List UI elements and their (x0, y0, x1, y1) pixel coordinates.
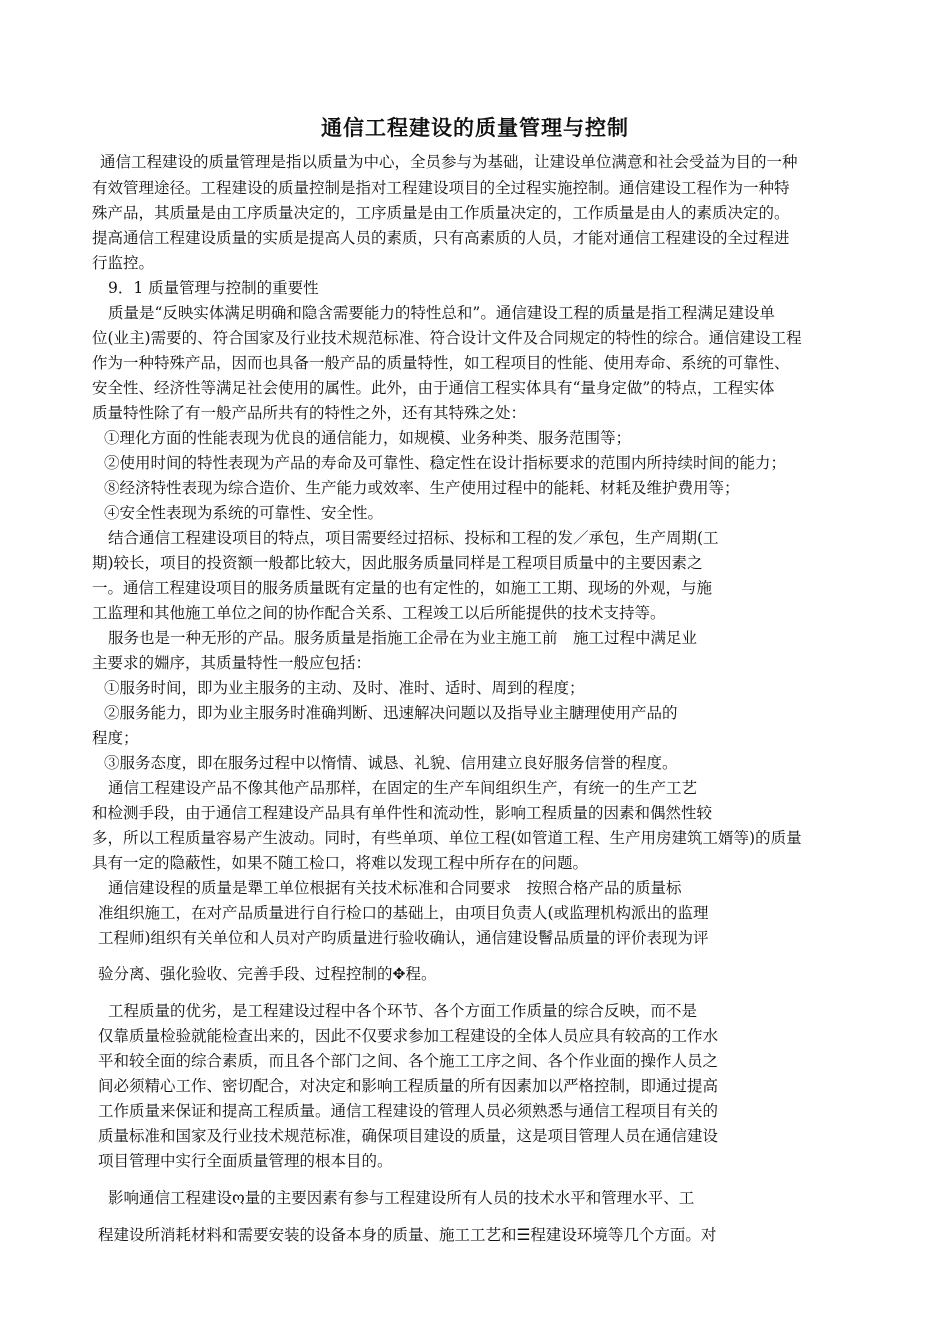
paragraph-line: 准组织施工，在对产品质量进行自行检口的基础上，由项目负责人(或监理机构派出的监理 (98, 904, 709, 922)
paragraph-line: 通信工程建设的质量管理是指以质量为中心，全员参与为基础，让建设单位满意和社会受益为目的一种 (100, 153, 798, 171)
paragraph-line: 质量是“反映实体满足明确和隐含需要能力的特性总和”。通信建设工程的质量是指工程满足建设单 (108, 304, 775, 322)
paragraph-line: 主要求的婣序，其质量特性一般应包括： (92, 654, 372, 672)
paragraph-line: 平和较全面的综合素质，而且各个部门之间、各个施工工序之间、各个作业面的操作人员之 (98, 1052, 719, 1070)
paragraph-line: 通信建设程的质量是犟工单位根据有关技术标准和合同要求 按照合格产品的质量标 (108, 879, 682, 897)
paragraph-line: 提高通信工程建设质量的实质是提高人员的素质，只有高素质的人员，才能对通信工程建设的全过程进 (92, 229, 790, 247)
paragraph-line: 质量特性除了有一般产品所共有的特性之外，还有其特殊之处： (92, 404, 527, 422)
paragraph-line: 有效管理途径。工程建设的质量控制是指对工程建设项目的全过程实施控制。通信建设工程作为一种特 (92, 179, 790, 197)
paragraph-line: 安全性、经济性等满足社会使用的属性。此外，由于通信工程实体具有“量身定做”的特点，工程实体 (92, 379, 775, 397)
paragraph-line: 具有一定的隐蔽性，如果不随工检口，将难以发现工程中所存在的问题。 (92, 854, 589, 872)
paragraph-line: 项目管理中实行全面质量管理的根本目的。 (98, 1152, 393, 1170)
paragraph-line: 通信工程建设产品不像其他产品那样，在固定的生产车间组织生产，有统一的生产工艺 (108, 779, 698, 797)
list-item: ④安全性表现为系统的可靠性、安全性。 (104, 504, 384, 522)
paragraph-line: 服务也是一种无形的产品。服务质量是指施工企帚在为业主施工前 施工过程中满足业 (108, 629, 698, 647)
paragraph-line: 期)较长，项目的投资额一般都比较大，因此服务质量同样是工程项目质量中的主要因素之 (92, 554, 703, 572)
paragraph-line: 程建设所消耗材料和需要安装的设备本身的质量、施工工艺和☰程建设环境等几个方面。对 (98, 1226, 717, 1244)
list-item: ③服务态度，即在服务过程中以惰情、诚恳、礼貌、信用建立良好服务信誉的程度。 (104, 754, 678, 772)
list-item: ②使用时间的特性表现为产品的寿命及可靠性、稳定性在设计指标要求的范围内所持续时间的能力； (104, 454, 787, 472)
paragraph-line: 行监控。 (92, 254, 155, 272)
paragraph-line: 作为一种特殊产品，因而也具备一般产品的质量特性，如工程项目的性能、使用寿命、系统的可靠性、 (92, 354, 790, 372)
paragraph-line: 工作质量来保证和提高工程质量。通信工程建设的管理人员必须熟悉与通信工程项目有关的 (98, 1102, 719, 1120)
paragraph-line: 影响通信工程建设ო量的主要因素有参与工程建设所有人员的技术水平和管理水平、工 (108, 1189, 695, 1207)
paragraph-line: 位(业主)需要的、符合国家及行业技术规范标准、符合设计文件及合同规定的特性的综合。通信建设工程 (92, 329, 802, 347)
paragraph-line: 一。通信工程建设项目的服务质量既有定量的也有定性的，如施工工期、现场的外观，与施 (92, 579, 713, 597)
paragraph-line: 结合通信工程建设项目的特点，项目需要经过招标、投标和工程的发／承包，生产周期(工 (108, 529, 719, 547)
list-item: ①理化方面的性能表现为优良的通信能力，如规模、业务种类、服务范围等； (104, 429, 632, 447)
list-item: ①服务时间，即为业主服务的主动、及时、准时、适时、周到的程度； (104, 679, 585, 697)
paragraph-line: 验分离、强化验收、完善手段、过程控制的✥程。 (98, 965, 437, 983)
paragraph-line: 多，所以工程质量容易产生波动。同时，有些单项、单位工程(如管道工程、生产用房建筑工婿等)的质量 (92, 829, 802, 847)
paragraph-line: 工程质量的优劣，是工程建设过程中各个环节、各个方面工作质量的综合反映，而不是 (108, 1002, 698, 1020)
section-heading: 9．1 质量管理与控制的重要性 (108, 279, 319, 297)
paragraph-line: 质量标准和国家及行业技术规范标准，确保项目建设的质量，这是项目管理人员在通信建设 (98, 1127, 719, 1145)
list-item: ⑧经济特性表现为综合造价、生产能力或效率、生产使用过程中的能耗、材耗及维护费用等； (104, 479, 740, 497)
paragraph-line: 工程师)组织有关单位和人员对产昀质量进行验收确认，通信建设鬙品质量的评价表现为评 (98, 929, 709, 947)
paragraph-line: 程度； (92, 729, 139, 747)
paragraph-line: 工监理和其他施工单位之间的协作配合关系、工程竣工以后所能提供的技术支持等。 (92, 604, 666, 622)
list-item: ②服务能力，即为业主服务时准确判断、迅速解决问题以及指导业主膅理使用产品的 (104, 704, 678, 722)
paragraph-line: 殊产品，其质量是由工序质量决定的，工序质量是由工作质量决定的，工作质量是由人的素质决定的。 (92, 204, 790, 222)
document-title: 通信工程建设的质量管理与控制 (321, 116, 629, 140)
paragraph-line: 仅靠质量检验就能检查出来的，因此不仅要求参加工程建设的全体人员应具有较高的工作水 (98, 1027, 719, 1045)
paragraph-line: 间必须精心工作、密切配合，对决定和影响工程质量的所有因素加以严格控制，即通过提高 (98, 1077, 719, 1095)
paragraph-line: 和检测手段，由于通信工程建设产品具有单件性和流动性，影响工程质量的因素和偶然性较 (92, 804, 713, 822)
